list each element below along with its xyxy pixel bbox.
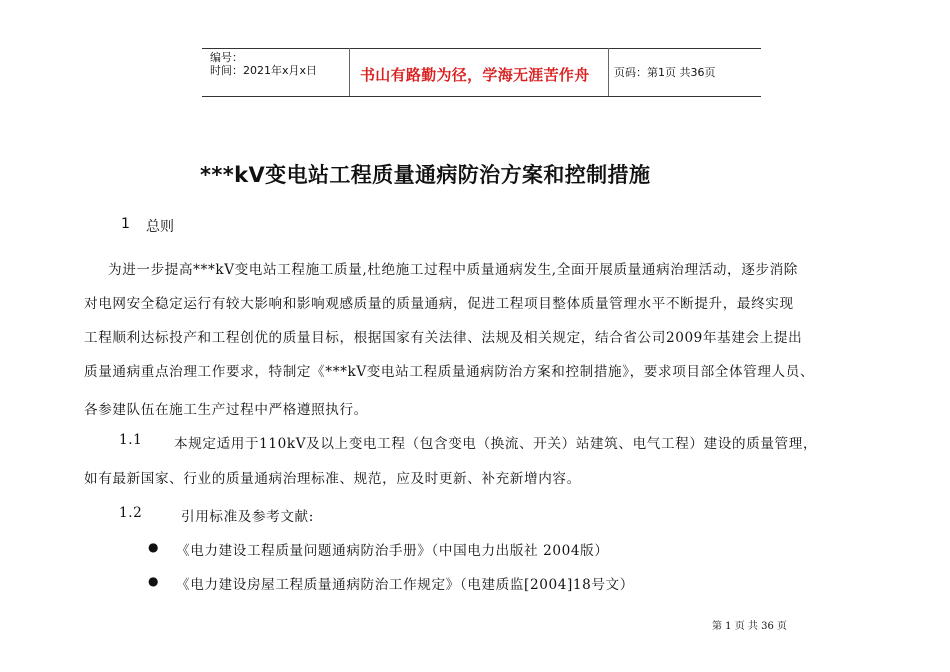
section-title: 总则 — [146, 219, 174, 235]
reference-item: 《电力建设房屋工程质量通病防治工作规定》（电建质监[2004]18号文） — [176, 577, 634, 593]
bullet-icon: ● — [148, 540, 159, 554]
paragraph-line: 为进一步提高***kV变电站工程施工质量,杜绝施工过程中质量通病发生,全面开展质量通病治理活动，逐步消除 — [108, 262, 799, 278]
header-date-label: 时间：2021年x月x日 — [210, 64, 318, 77]
paragraph-line: 对电网安全稳定运行有较大影响和影响观感质量的质量通病，促进工程项目整体质量管理水平不断提升，最终实现 — [84, 296, 794, 312]
header-top-rule — [202, 48, 761, 49]
section-number: 1 — [121, 216, 130, 232]
header-bottom-rule — [202, 96, 761, 97]
clause-number: 1.1 — [119, 432, 143, 448]
header-divider-left — [349, 48, 350, 96]
clause-line: 本规定适用于110kV及以上变电工程（包含变电（换流、开关）站建筑、电气工程）建设的质量管理， — [174, 436, 818, 452]
reference-item: 《电力建设工程质量问题通病防治手册》（中国电力出版社 2004版） — [176, 543, 609, 559]
page-footer: 第 1 页 共 36 页 — [712, 621, 787, 632]
header-divider-right — [608, 48, 609, 96]
header-motto: 书山有路勤为径，学海无涯苦作舟 — [360, 66, 590, 84]
paragraph-line: 质量通病重点治理工作要求，特制定《***kV变电站工程质量通病防治方案和控制措施》，要求项目部全体管理人员、 — [84, 364, 815, 380]
clause-number: 1.2 — [119, 505, 143, 521]
clause-line: 如有最新国家、行业的质量通病治理标准、规范，应及时更新、补充新增内容。 — [84, 471, 581, 487]
bullet-icon: ● — [148, 574, 159, 588]
header-page-label: 页码：第1页 共36页 — [614, 66, 716, 79]
header-serial-label: 编号： — [210, 51, 243, 64]
paragraph-line: 各参建队伍在施工生产过程中严格遵照执行。 — [84, 402, 368, 418]
clause-text: 引用标准及参考文献: — [181, 509, 314, 525]
document-title: ***kV变电站工程质量通病防治方案和控制措施 — [200, 163, 651, 187]
paragraph-line: 工程顺利达标投产和工程创优的质量目标，根据国家有关法律、法规及相关规定，结合省公司2009年基建会上提出 — [84, 330, 803, 346]
